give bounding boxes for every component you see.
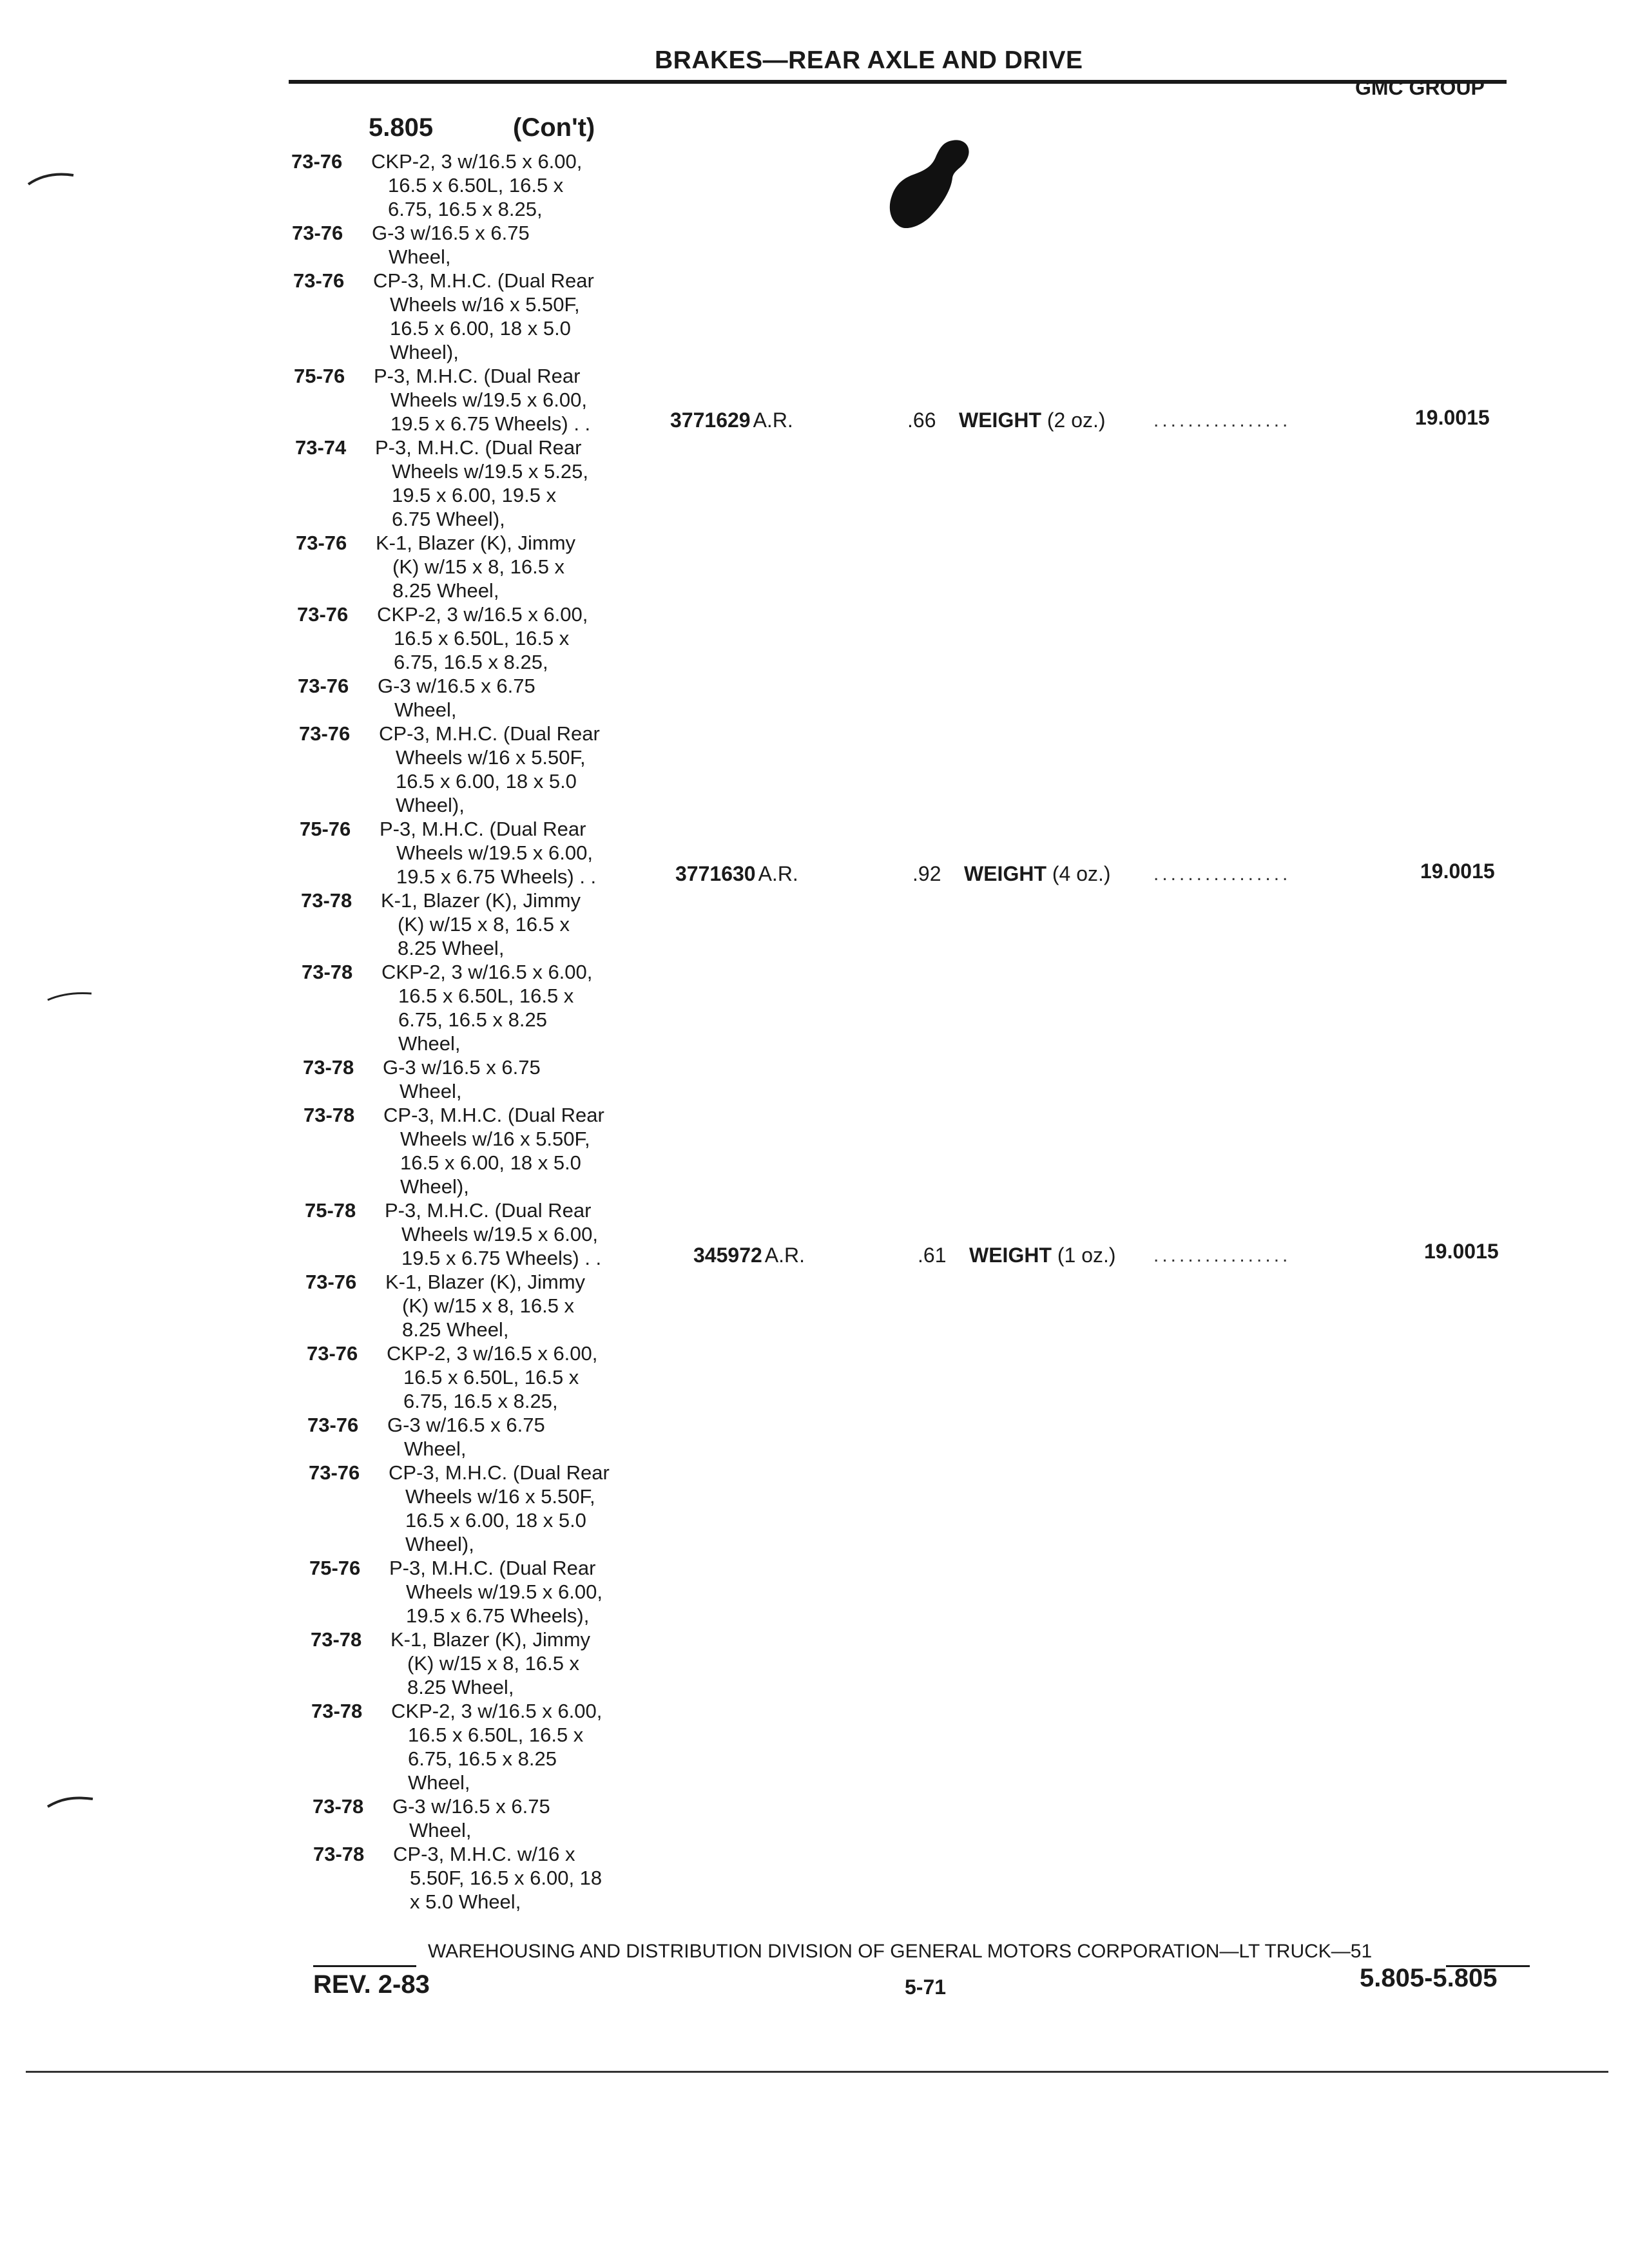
model-years: 73-78 <box>313 1843 365 1865</box>
description-line: CKP-2, 3 w/16.5 x 6.00, <box>377 603 588 626</box>
model-years: 73-76 <box>292 222 343 244</box>
section-range: 5.805-5.805 <box>1360 1964 1498 1992</box>
application-description <box>381 960 592 1055</box>
description-line: G-3 w/16.5 x 6.75 <box>392 1795 550 1818</box>
description-line: CP-3, M.H.C. w/16 x <box>393 1843 575 1865</box>
model-years: 73-76 <box>291 150 343 173</box>
description-line: Wheel, <box>409 1819 472 1841</box>
description-line: K-1, Blazer (K), Jimmy <box>376 532 576 554</box>
description-line: 19.5 x 6.75 Wheels) . . <box>390 412 591 435</box>
description-line: Wheels w/19.5 x 6.00, <box>406 1581 602 1603</box>
part-number: 345972 <box>693 1244 762 1267</box>
description-line: G-3 w/16.5 x 6.75 <box>383 1056 541 1079</box>
description-line: 8.25 Wheel, <box>402 1318 509 1341</box>
description-line: 6.75 Wheel), <box>392 508 505 530</box>
description-line: (K) w/15 x 8, 16.5 x <box>392 555 565 578</box>
description-line: 19.5 x 6.75 Wheels), <box>406 1604 590 1627</box>
application-description <box>377 602 588 674</box>
catalog-code-3: 19.0015 <box>1424 1240 1499 1263</box>
leader-dots-3: ................ <box>1153 1245 1291 1266</box>
application-description <box>372 221 530 269</box>
footer-publisher-line: WAREHOUSING AND DISTRIBUTION DIVISION OF GENERAL MOTORS CORPORATION—LT TRUCK—51 <box>428 1941 1373 1962</box>
model-years: 73-78 <box>303 1056 354 1079</box>
description-line: 8.25 Wheel, <box>392 579 499 602</box>
description-line: P-3, M.H.C. (Dual Rear <box>374 365 581 387</box>
description-line: P-3, M.H.C. (Dual Rear <box>375 436 582 459</box>
description-line: CP-3, M.H.C. (Dual Rear <box>379 722 600 745</box>
application-description <box>390 1628 590 1699</box>
model-years: 73-76 <box>305 1271 357 1293</box>
application-description <box>387 1341 597 1413</box>
part-suffix: A.R. <box>764 1244 805 1267</box>
description-line: Wheel, <box>404 1437 467 1460</box>
model-years: 73-74 <box>295 436 347 459</box>
header-rule <box>289 80 1507 84</box>
description-line: Wheel, <box>389 245 451 268</box>
description-line: Wheels w/19.5 x 5.25, <box>392 460 588 483</box>
scan-mark-icon <box>26 169 77 188</box>
application-description <box>371 149 582 221</box>
description-line: K-1, Blazer (K), Jimmy <box>385 1271 586 1293</box>
description-line: 16.5 x 6.50L, 16.5 x <box>408 1724 584 1746</box>
description-line: 19.5 x 6.75 Wheels) . . <box>396 865 597 888</box>
part-spec: (1 oz.) <box>1057 1244 1116 1267</box>
section-number: 5.805 <box>369 113 434 142</box>
description-line: Wheel), <box>405 1533 474 1555</box>
application-description <box>387 1413 545 1461</box>
model-years: 73-78 <box>311 1700 363 1722</box>
model-years: 75-78 <box>305 1199 356 1222</box>
section-continued: (Con't) <box>513 113 595 142</box>
description-line: Wheel), <box>400 1175 469 1198</box>
group-label: GMC GROUP <box>1355 76 1485 99</box>
description-line: Wheels w/16 x 5.50F, <box>396 746 586 769</box>
part-number-1 <box>670 408 793 432</box>
model-years: 73-76 <box>307 1414 359 1436</box>
model-years: 73-78 <box>313 1795 364 1818</box>
model-years: 73-76 <box>307 1342 358 1365</box>
model-years: 73-78 <box>302 961 353 983</box>
description-line: CP-3, M.H.C. (Dual Rear <box>383 1104 604 1126</box>
description-line: Wheels w/19.5 x 6.00, <box>396 841 593 864</box>
catalog-code-1: 19.0015 <box>1415 406 1490 429</box>
part-number: 3771629 <box>670 408 751 432</box>
description-line: Wheels w/16 x 5.50F, <box>405 1485 595 1508</box>
description-line: CP-3, M.H.C. (Dual Rear <box>389 1461 610 1484</box>
description-line: 6.75, 16.5 x 8.25, <box>388 198 543 220</box>
description-line: CKP-2, 3 w/16.5 x 6.00, <box>387 1342 598 1365</box>
page-number: 5-71 <box>905 1975 947 1999</box>
model-years: 73-78 <box>311 1628 362 1651</box>
description-line: 6.75, 16.5 x 8.25 <box>398 1008 547 1031</box>
description-line: 16.5 x 6.50L, 16.5 x <box>398 985 574 1007</box>
part-spec: (4 oz.) <box>1052 862 1111 885</box>
application-description <box>385 1270 585 1341</box>
description-line: 19.5 x 6.00, 19.5 x <box>392 484 557 506</box>
part-number-3 <box>693 1244 805 1267</box>
page-header-title: BRAKES—REAR AXLE AND DRIVE <box>655 46 1083 74</box>
description-line: 8.25 Wheel, <box>407 1676 514 1698</box>
application-description <box>383 1055 541 1103</box>
application-description <box>381 889 581 960</box>
application-description <box>380 817 596 889</box>
model-years: 73-76 <box>293 269 345 292</box>
bottom-rule <box>26 2071 1608 2073</box>
application-description <box>389 1461 610 1556</box>
description-line: CKP-2, 3 w/16.5 x 6.00, <box>371 150 583 173</box>
description-line: P-3, M.H.C. (Dual Rear <box>389 1557 596 1579</box>
description-line: CKP-2, 3 w/16.5 x 6.00, <box>391 1700 602 1722</box>
model-years: 75-76 <box>300 818 351 840</box>
description-line: Wheels w/19.5 x 6.00, <box>401 1223 598 1245</box>
description-line: P-3, M.H.C. (Dual Rear <box>380 818 586 840</box>
description-line: 5.50F, 16.5 x 6.00, 18 <box>410 1867 602 1889</box>
model-years: 75-76 <box>309 1557 361 1579</box>
part-name-3 <box>969 1244 1116 1267</box>
model-years: 73-76 <box>299 722 351 745</box>
description-line: 16.5 x 6.00, 18 x 5.0 <box>405 1509 586 1532</box>
description-line: Wheels w/16 x 5.50F, <box>390 293 580 316</box>
part-quantity-1: .66 <box>907 408 936 432</box>
application-description <box>375 436 588 531</box>
part-quantity-3: .61 <box>918 1244 947 1267</box>
ink-blot-icon <box>876 129 979 245</box>
model-years: 73-76 <box>297 603 349 626</box>
description-line: Wheel, <box>394 698 457 721</box>
catalog-code-2: 19.0015 <box>1420 860 1495 883</box>
model-years: 73-78 <box>304 1104 355 1126</box>
model-years: 73-76 <box>309 1461 360 1484</box>
application-description <box>391 1699 602 1794</box>
part-name-1 <box>959 408 1106 432</box>
description-line: 16.5 x 6.00, 18 x 5.0 <box>396 770 577 793</box>
description-line: 16.5 x 6.50L, 16.5 x <box>403 1366 579 1389</box>
description-line: 19.5 x 6.75 Wheels) . . <box>401 1247 602 1269</box>
description-line: (K) w/15 x 8, 16.5 x <box>407 1652 580 1675</box>
description-line: Wheel), <box>396 794 465 816</box>
description-line: G-3 w/16.5 x 6.75 <box>387 1414 545 1436</box>
footer-rule-left <box>313 1965 416 1967</box>
description-line: Wheel, <box>400 1080 462 1102</box>
part-quantity-2: .92 <box>912 862 941 885</box>
part-name: WEIGHT <box>964 862 1046 885</box>
leader-dots-1: ................ <box>1153 410 1291 431</box>
description-line: Wheels w/19.5 x 6.00, <box>390 389 587 411</box>
description-line: 16.5 x 6.00, 18 x 5.0 <box>400 1151 581 1174</box>
description-line: 6.75, 16.5 x 8.25 <box>408 1747 557 1770</box>
application-description <box>373 269 594 364</box>
scan-mark-icon <box>45 1791 97 1811</box>
part-suffix: A.R. <box>758 862 798 885</box>
description-line: Wheel, <box>408 1771 470 1794</box>
part-number: 3771630 <box>675 862 756 885</box>
description-line: (K) w/15 x 8, 16.5 x <box>398 913 570 936</box>
part-number-2 <box>675 862 798 886</box>
application-description <box>378 674 535 722</box>
description-line: CKP-2, 3 w/16.5 x 6.00, <box>381 961 593 983</box>
model-years: 73-76 <box>298 675 349 697</box>
application-description <box>393 1842 602 1914</box>
part-suffix: A.R. <box>753 408 793 432</box>
description-line: G-3 w/16.5 x 6.75 <box>372 222 530 244</box>
model-years: 75-76 <box>294 365 345 387</box>
application-description <box>392 1794 550 1842</box>
application-description <box>385 1198 601 1270</box>
description-line: 6.75, 16.5 x 8.25, <box>394 651 548 673</box>
leader-dots-2: ................ <box>1153 863 1291 885</box>
description-line: 16.5 x 6.50L, 16.5 x <box>388 174 564 197</box>
description-line: K-1, Blazer (K), Jimmy <box>381 889 581 912</box>
application-description <box>389 1556 602 1628</box>
part-name: WEIGHT <box>959 408 1041 432</box>
revision-label: REV. 2-83 <box>313 1970 430 1999</box>
application-description <box>379 722 600 817</box>
part-name: WEIGHT <box>969 1244 1052 1267</box>
description-line: 16.5 x 6.50L, 16.5 x <box>394 627 570 649</box>
scan-mark-icon <box>45 986 97 1005</box>
part-spec: (2 oz.) <box>1046 408 1106 432</box>
description-line: Wheels w/16 x 5.50F, <box>400 1128 590 1150</box>
model-years: 73-76 <box>296 532 347 554</box>
description-line: x 5.0 Wheel, <box>410 1890 521 1913</box>
description-line: Wheel, <box>398 1032 461 1055</box>
application-description <box>374 364 590 436</box>
description-line: 6.75, 16.5 x 8.25, <box>403 1390 558 1412</box>
description-line: P-3, M.H.C. (Dual Rear <box>385 1199 592 1222</box>
description-line: (K) w/15 x 8, 16.5 x <box>402 1294 575 1317</box>
description-line: Wheel), <box>390 341 459 363</box>
description-line: CP-3, M.H.C. (Dual Rear <box>373 269 594 292</box>
description-line: K-1, Blazer (K), Jimmy <box>390 1628 591 1651</box>
part-name-2 <box>964 862 1111 886</box>
application-description <box>383 1103 604 1198</box>
model-years: 73-78 <box>301 889 352 912</box>
description-line: 8.25 Wheel, <box>398 937 505 959</box>
description-line: 16.5 x 6.00, 18 x 5.0 <box>390 317 571 340</box>
description-line: G-3 w/16.5 x 6.75 <box>378 675 535 697</box>
application-description <box>376 531 575 602</box>
